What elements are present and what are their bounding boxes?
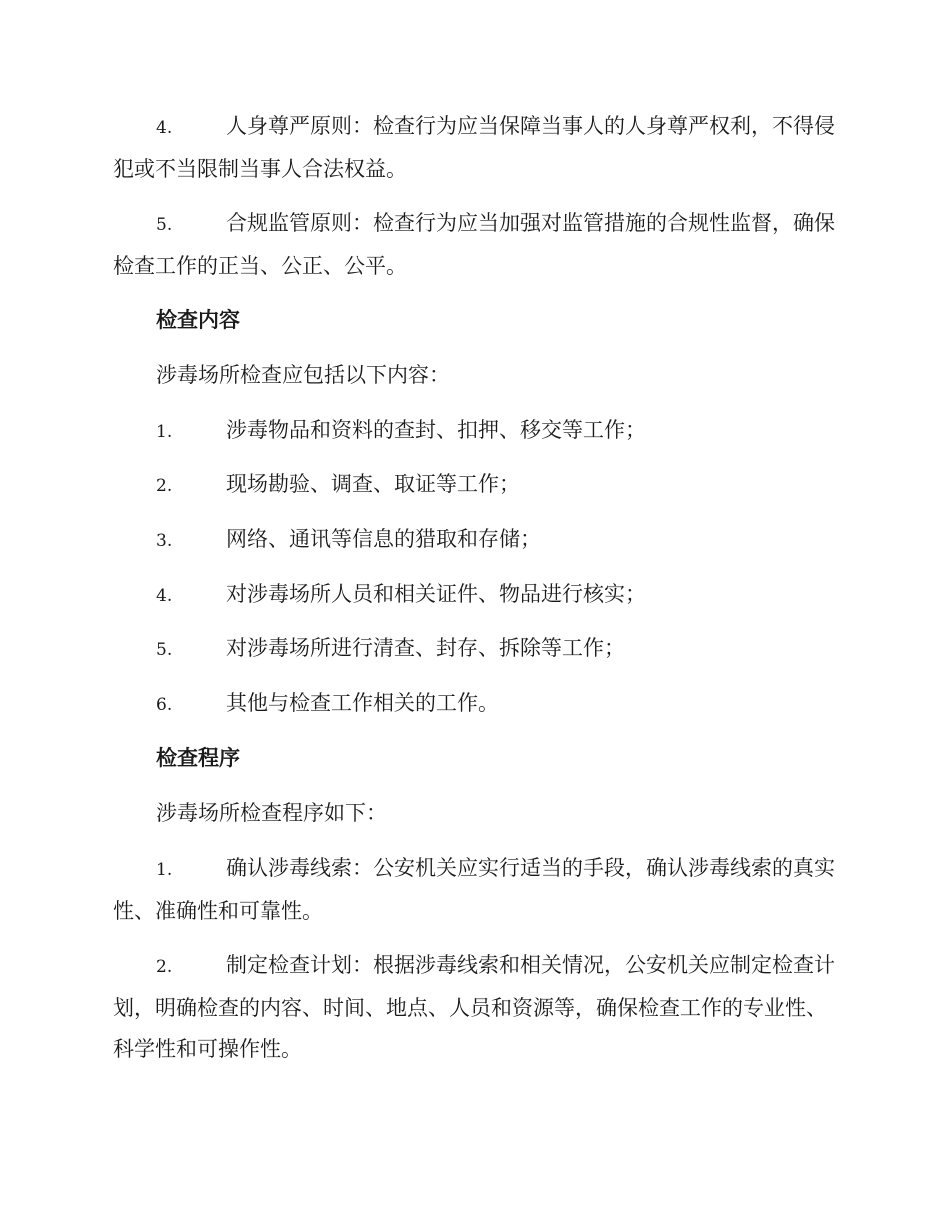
item-text: 对涉毒场所人员和相关证件、物品进行核实； (226, 582, 646, 606)
item-number: 5. (156, 215, 173, 235)
item-text: 合规监管原则：检查行为应当加强对监管措施的合规性监督，确保检查工作的正当、公正、公平。 (113, 211, 835, 278)
item-text: 涉毒物品和资料的查封、扣押、移交等工作； (226, 418, 646, 442)
item-number: 1. (156, 422, 173, 442)
item-text: 其他与检查工作相关的工作。 (226, 691, 499, 715)
item-number: 2. (156, 476, 173, 496)
item-number: 6. (156, 695, 173, 715)
item-number: 5. (156, 640, 173, 660)
item-text: 现场勘验、调查、取证等工作； (226, 472, 520, 496)
section-heading-inspection-procedure: 检查程序 (156, 746, 240, 770)
principle-item-5 (113, 203, 838, 287)
content-item-3 (113, 519, 838, 562)
procedure-item-1 (113, 848, 838, 932)
item-text: 人身尊严原则：检查行为应当保障当事人的人身尊严权利，不得侵犯或不当限制当事人合法权益。 (113, 114, 835, 181)
item-number: 4. (156, 586, 173, 606)
item-number: 3. (156, 531, 173, 551)
principle-item-4 (113, 106, 838, 190)
intro-text-procedure: 涉毒场所检查程序如下： (156, 801, 387, 825)
item-text: 制定检查计划：根据涉毒线索和相关情况，公安机关应制定检查计划，明确检查的内容、时间、地点、人员和资源等，确保检查工作的专业性、科学性和可操作性。 (113, 953, 835, 1061)
content-item-4 (113, 574, 838, 617)
content-item-6 (113, 683, 838, 726)
item-text: 确认涉毒线索：公安机关应实行适当的手段，确认涉毒线索的真实性、准确性和可靠性。 (113, 856, 835, 923)
section-heading-inspection-content: 检查内容 (156, 308, 240, 332)
intro-text-content: 涉毒场所检查应包括以下内容： (156, 363, 450, 387)
item-text: 对涉毒场所进行清查、封存、拆除等工作； (226, 636, 625, 660)
item-number: 4. (156, 118, 173, 138)
content-item-5 (113, 628, 838, 671)
content-item-1 (113, 410, 838, 453)
item-number: 1. (156, 860, 173, 880)
item-number: 2. (156, 957, 173, 977)
content-item-2 (113, 464, 838, 507)
procedure-item-2 (113, 945, 838, 1070)
item-text: 网络、通讯等信息的猎取和存储； (226, 527, 541, 551)
